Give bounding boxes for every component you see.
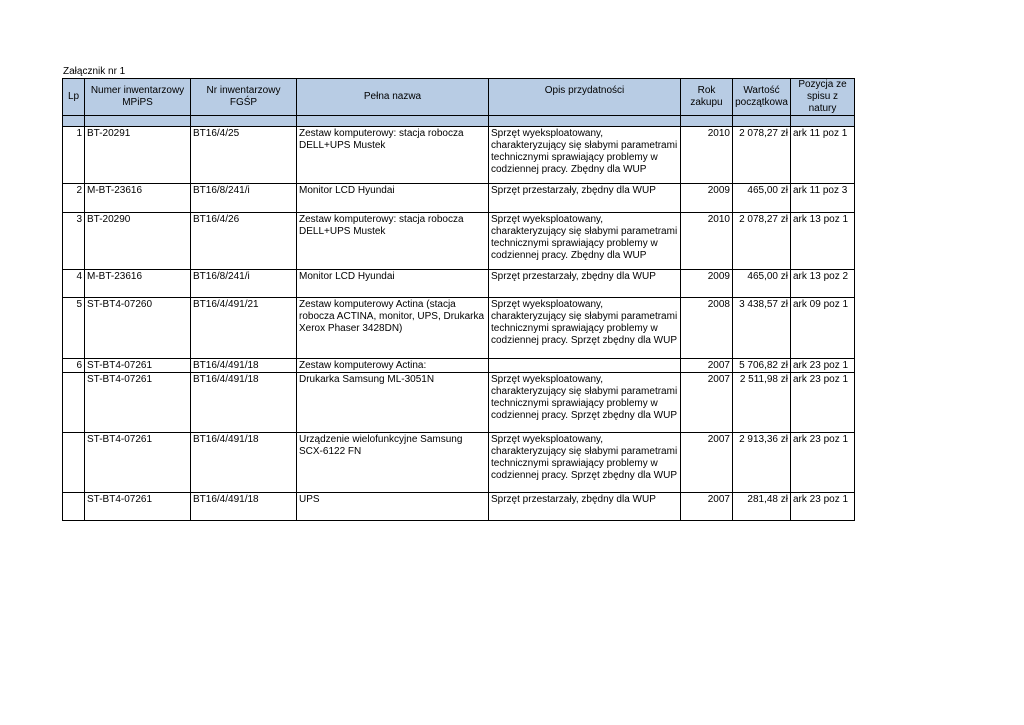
cell-mpips: M-BT-23616 <box>85 184 191 213</box>
cell-fgsp: BT16/4/491/18 <box>191 493 297 521</box>
cell-opis: Sprzęt przestarzały, zbędny dla WUP <box>489 184 681 213</box>
cell-wartosc: 2 078,27 zł <box>733 127 791 184</box>
table-row <box>63 213 855 270</box>
cell-nazwa: Monitor LCD Hyundai <box>297 184 489 213</box>
cell-mpips: ST-BT4-07261 <box>85 433 191 493</box>
cell-rok: 2007 <box>681 493 733 521</box>
cell-rok: 2007 <box>681 359 733 373</box>
cell-nazwa: Monitor LCD Hyundai <box>297 270 489 298</box>
header-wartosc: Wartość początkowa <box>733 79 791 116</box>
cell-nazwa: Zestaw komputerowy: stacja robocza DELL+UPS Mustek <box>297 127 489 184</box>
cell-opis <box>489 359 681 373</box>
cell-nazwa: Zestaw komputerowy: stacja robocza DELL+UPS Mustek <box>297 213 489 270</box>
cell-opis: Sprzęt wyeksploatowany, charakteryzujący się słabymi parametrami technicznymi sprawiający problemy w codziennej pracy. Zbędny dla WUP <box>489 127 681 184</box>
cell-wartosc: 5 706,82 zł <box>733 359 791 373</box>
table-row <box>63 493 855 521</box>
cell-pozycja: ark 11 poz 1 <box>791 127 855 184</box>
cell-fgsp: BT16/8/241/i <box>191 184 297 213</box>
cell-rok: 2010 <box>681 213 733 270</box>
cell-pozycja: ark 13 poz 2 <box>791 270 855 298</box>
cell-fgsp: BT16/4/491/21 <box>191 298 297 359</box>
cell-opis: Sprzęt wyeksploatowany, charakteryzujący się słabymi parametrami technicznymi sprawiający problemy w codziennej pracy. Zbędny dla WUP <box>489 213 681 270</box>
cell-nazwa: Zestaw komputerowy Actina: <box>297 359 489 373</box>
cell-lp <box>63 433 85 493</box>
cell-mpips: ST-BT4-07261 <box>85 359 191 373</box>
cell-mpips: BT-20290 <box>85 213 191 270</box>
cell-fgsp: BT16/4/491/18 <box>191 373 297 433</box>
header-fgsp: Nr inwentarzowy FGŚP <box>191 79 297 116</box>
cell-pozycja: ark 11 poz 3 <box>791 184 855 213</box>
cell-nazwa: Zestaw komputerowy Actina (stacja robocza ACTINA, monitor, UPS, Drukarka Xerox Phaser 3428DN) <box>297 298 489 359</box>
cell-nazwa: Urządzenie wielofunkcyjne Samsung SCX-6122 FN <box>297 433 489 493</box>
table-row <box>63 270 855 298</box>
table-row <box>63 433 855 493</box>
cell-fgsp: BT16/4/491/18 <box>191 359 297 373</box>
cell-fgsp: BT16/8/241/i <box>191 270 297 298</box>
cell-lp: 5 <box>63 298 85 359</box>
cell-rok: 2007 <box>681 373 733 433</box>
cell-pozycja: ark 09 poz 1 <box>791 298 855 359</box>
cell-wartosc: 281,48 zł <box>733 493 791 521</box>
cell-mpips: ST-BT4-07260 <box>85 298 191 359</box>
cell-mpips: ST-BT4-07261 <box>85 493 191 521</box>
cell-rok: 2010 <box>681 127 733 184</box>
cell-pozycja: ark 23 poz 1 <box>791 493 855 521</box>
cell-mpips: M-BT-23616 <box>85 270 191 298</box>
header-row <box>63 79 855 116</box>
cell-mpips: BT-20291 <box>85 127 191 184</box>
cell-opis: Sprzęt wyeksploatowany, charakteryzujący się słabymi parametrami technicznymi sprawiający problemy w codziennej pracy. Sprzęt zbędny dla WUP <box>489 373 681 433</box>
cell-opis: Sprzęt przestarzały, zbędny dla WUP <box>489 493 681 521</box>
cell-rok: 2008 <box>681 298 733 359</box>
header-nazwa: Pełna nazwa <box>297 79 489 116</box>
cell-wartosc: 465,00 zł <box>733 270 791 298</box>
inventory-table <box>62 78 855 521</box>
document-caption: Załącznik nr 1 <box>63 66 126 77</box>
cell-opis: Sprzęt wyeksploatowany, charakteryzujący się słabymi parametrami technicznymi sprawiający problemy w codziennej pracy. Sprzęt zbędny dla WUP <box>489 433 681 493</box>
cell-mpips: ST-BT4-07261 <box>85 373 191 433</box>
header-spacer-row <box>63 116 855 127</box>
cell-nazwa: Drukarka Samsung ML-3051N <box>297 373 489 433</box>
cell-lp <box>63 493 85 521</box>
table-row <box>63 373 855 433</box>
cell-wartosc: 3 438,57 zł <box>733 298 791 359</box>
cell-nazwa: UPS <box>297 493 489 521</box>
cell-lp: 1 <box>63 127 85 184</box>
table-row <box>63 298 855 359</box>
cell-pozycja: ark 23 poz 1 <box>791 433 855 493</box>
cell-wartosc: 2 511,98 zł <box>733 373 791 433</box>
cell-lp <box>63 373 85 433</box>
table-row <box>63 359 855 373</box>
cell-rok: 2009 <box>681 270 733 298</box>
cell-rok: 2009 <box>681 184 733 213</box>
cell-lp: 6 <box>63 359 85 373</box>
cell-wartosc: 2 913,36 zł <box>733 433 791 493</box>
cell-fgsp: BT16/4/26 <box>191 213 297 270</box>
header-opis <box>489 79 681 116</box>
cell-lp: 2 <box>63 184 85 213</box>
header-opis-label: Opis przydatności <box>544 85 625 96</box>
cell-opis: Sprzęt wyeksploatowany, charakteryzujący się słabymi parametrami technicznymi sprawiający problemy w codziennej pracy. Sprzęt zbędny dla WUP <box>489 298 681 359</box>
cell-lp: 4 <box>63 270 85 298</box>
cell-pozycja: ark 23 poz 1 <box>791 373 855 433</box>
cell-pozycja: ark 13 poz 1 <box>791 213 855 270</box>
table-row <box>63 127 855 184</box>
table-row <box>63 184 855 213</box>
header-lp: Lp <box>63 79 85 116</box>
cell-rok: 2007 <box>681 433 733 493</box>
cell-fgsp: BT16/4/25 <box>191 127 297 184</box>
cell-pozycja: ark 23 poz 1 <box>791 359 855 373</box>
header-mpips: Numer inwentarzowy MPiPS <box>85 79 191 116</box>
header-rok: Rok zakupu <box>681 79 733 116</box>
cell-wartosc: 465,00 zł <box>733 184 791 213</box>
header-pozycja: Pozycja ze spisu z natury <box>791 79 855 116</box>
cell-wartosc: 2 078,27 zł <box>733 213 791 270</box>
cell-fgsp: BT16/4/491/18 <box>191 433 297 493</box>
cell-lp: 3 <box>63 213 85 270</box>
cell-opis: Sprzęt przestarzały, zbędny dla WUP <box>489 270 681 298</box>
